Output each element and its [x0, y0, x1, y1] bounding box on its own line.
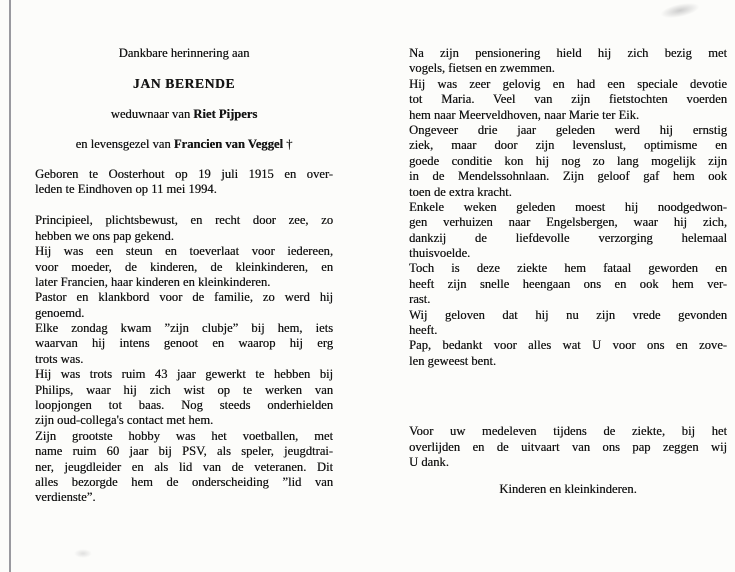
text-line: Wij geloven dat hij nu zijn vrede gevonden [409, 307, 727, 322]
widower-prefix: weduwnaar van [110, 106, 194, 121]
partner-dagger: † [282, 137, 293, 152]
paragraph [35, 244, 333, 290]
paragraph [35, 167, 333, 198]
text-line: ziek, maar door zijn levenslust, optimisme en [409, 138, 727, 153]
text-line: Na zijn pensionering hield hij zich bezig met [409, 46, 727, 60]
text-line: genoemd. [35, 305, 85, 320]
paragraph [409, 308, 727, 339]
text-line: gen verhuizen naar Engelsbergen, waar hij zich, [409, 215, 727, 230]
signature-block [409, 482, 727, 497]
thanks-block [409, 424, 727, 470]
text-line: len geweest bent. [409, 353, 497, 368]
left-column [35, 46, 333, 506]
text-line: toen de extra kracht. [409, 184, 512, 199]
text-line: Pap, bedankt voor alles wat U voor ons en zove- [409, 338, 727, 353]
scan-smudge-top-right [659, 0, 701, 21]
right-body-text [409, 46, 727, 369]
scan-smudge-bottom-left [74, 549, 92, 558]
deceased-name: JAN BERENDE [132, 76, 236, 92]
header-intro: Dankbare herinnering aan [118, 46, 250, 60]
text-line: trots was. [35, 351, 84, 366]
paragraph [35, 367, 333, 429]
paragraph [409, 46, 727, 77]
paragraph [35, 290, 333, 321]
text-line: waarvan hij intens genoot en waarop hij erg [35, 336, 333, 351]
text-line: ner, jeugdleider en als lid van de veteranen. Dit [35, 459, 333, 474]
text-line: Kinderen en kleinkinderen. [499, 482, 637, 497]
text-line: zijn oud-collega's contact met hem. [35, 413, 214, 428]
text-line: rast. [409, 292, 431, 307]
paragraph [35, 213, 333, 244]
partner-name: Francien van Veggel [173, 137, 283, 152]
text-line: Ongeveer drie jaar geleden werd hij ernstig [409, 122, 727, 137]
text-line: U dank. [409, 454, 449, 469]
text-line: hebben we ons pap gekend. [35, 228, 174, 243]
text-line: overlijden en de uitvaart van ons pap zeggen wij [409, 439, 727, 454]
text-line: Hij was trots ruim 43 jaar gewerkt te hebben bij [35, 367, 333, 382]
paragraph [409, 200, 727, 262]
partner-prefix: en levensgezel van [75, 137, 174, 152]
text-line: dankzij de liefdevolle verzorging helemaal [409, 230, 727, 245]
text-line: thuisvoelde. [409, 246, 471, 261]
paragraph [35, 429, 333, 506]
partner-line [35, 137, 333, 152]
text-line: Zijn grootste hobby was het voetballen, met [35, 428, 333, 443]
text-line: heeft. [409, 323, 438, 338]
scan-edge-line [9, 0, 11, 572]
text-line: later Francien, haar kinderen en kleinkinderen. [35, 274, 271, 289]
text-line: Voor uw medeleven tijdens de ziekte, bij het [409, 424, 727, 439]
text-line: vogels, fietsen en zwemmen. [409, 61, 555, 76]
text-line: alles bezorgde hem de onderscheiding ”lid van [35, 474, 333, 489]
paragraph [409, 424, 727, 470]
paragraph [409, 123, 727, 200]
text-line: Hij was een steun en toeverlaat voor iedereen, [35, 244, 333, 259]
left-body-text [35, 213, 333, 505]
text-line: tot Maria. Veel van zijn fietstochten voerden [409, 92, 727, 107]
text-line: heeft zijn snelle heengaan ons en ook hem ver- [409, 276, 727, 291]
text-line: loopjongen tot baas. Nog steeds onderhielden [35, 398, 333, 413]
text-line: Pastor en klankbord voor de familie, zo werd hij [35, 290, 333, 305]
paragraph [409, 482, 727, 497]
birth-death-block [35, 167, 333, 198]
text-line: voor moeder, de kinderen, de kleinkinderen, en [35, 259, 333, 274]
paragraph [409, 338, 727, 369]
text-line: in de Mendelssohnlaan. Zijn geloof gaf hem ook [409, 169, 727, 184]
text-line: Geboren te Oosterhout op 19 juli 1915 en over- [35, 166, 333, 181]
paragraph [409, 261, 727, 307]
right-column [409, 46, 727, 498]
text-line: Philips, waar hij zich wist op te werken van [35, 382, 333, 397]
paragraph [409, 77, 727, 123]
text-line: verdienste”. [35, 490, 96, 505]
widower-line [35, 107, 333, 122]
text-line: Enkele weken geleden moest hij noodgedwon- [409, 199, 727, 214]
text-line: Hij was zeer gelovig en had een speciale devotie [409, 76, 727, 91]
text-line: Principieel, plichtsbewust, en recht door zee, zo [35, 213, 333, 228]
text-line: leden te Eindhoven op 11 mei 1994. [35, 181, 217, 196]
text-line: goede conditie kon hij nog zo lang mogelijk zijn [409, 153, 727, 168]
paragraph [35, 321, 333, 367]
text-line: Toch is deze ziekte hem fataal geworden en [409, 261, 727, 276]
text-line: name ruim 60 jaar bij PSV, als speler, jeugdtrai- [35, 444, 333, 459]
text-line: Elke zondag kwam ”zijn clubje” bij hem, iets [35, 321, 333, 336]
first-wife-name: Riet Pijpers [193, 106, 258, 121]
text-line: hem naar Meerveldhoven, naar Marie ter Eik. [409, 107, 640, 122]
